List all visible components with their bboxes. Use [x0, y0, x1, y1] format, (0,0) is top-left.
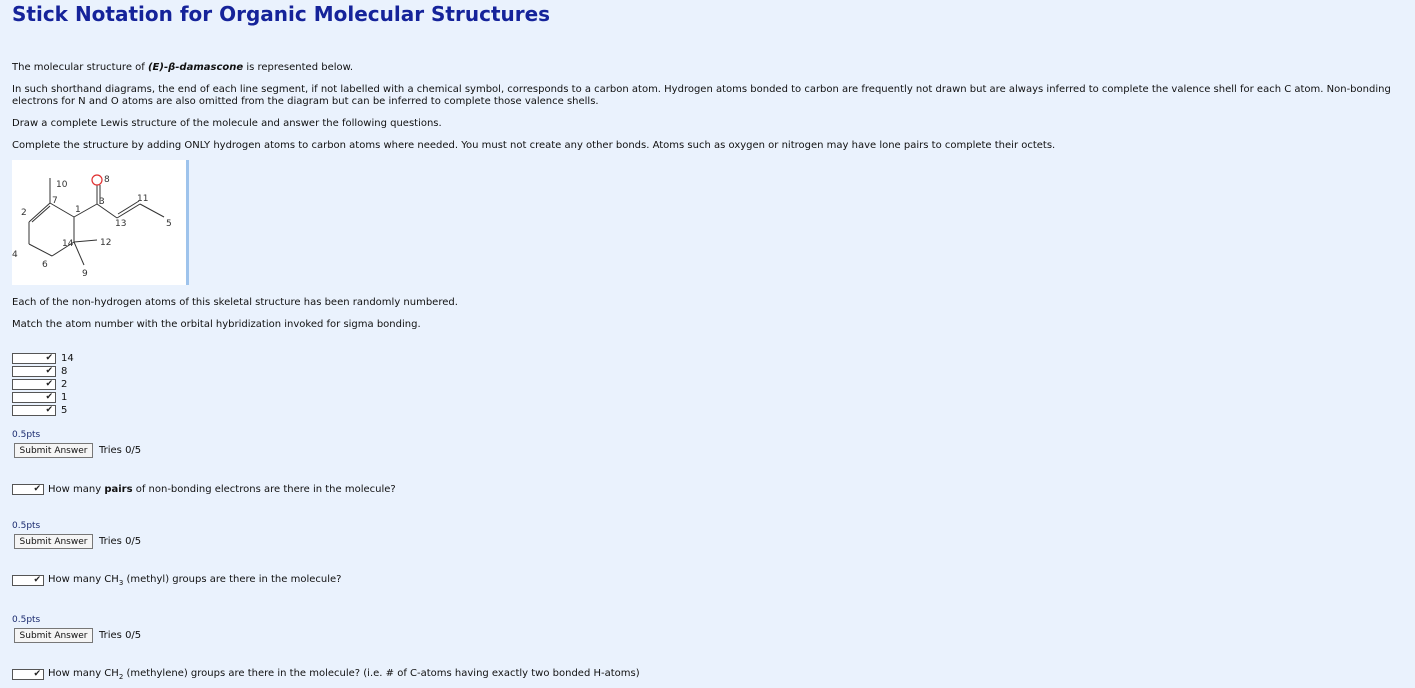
- chevron-down-icon: ✔: [45, 352, 53, 363]
- question-text-pre: How many CH: [48, 668, 119, 679]
- atom-number-label: 5: [61, 404, 68, 416]
- tries-counter: Tries 0/5: [99, 445, 142, 456]
- atom-number-label: 8: [61, 365, 68, 377]
- question-methyl-groups: [12, 574, 341, 587]
- match-row-14: [12, 352, 74, 364]
- atom-label: 10: [56, 180, 68, 190]
- intro-paragraph-1: [12, 62, 1402, 74]
- question-lone-pairs: [12, 483, 396, 496]
- match-row-8: [12, 365, 67, 377]
- answer-select[interactable]: [12, 575, 44, 586]
- atom-label: 5: [166, 219, 172, 229]
- atom-label: 9: [82, 269, 88, 279]
- atom-label: 6: [42, 260, 48, 270]
- points-label: 0.5pts: [12, 430, 41, 440]
- atom-number-label: 1: [61, 391, 68, 403]
- question-text-pre: How many CH: [48, 574, 119, 585]
- atom-label: 4: [12, 250, 18, 260]
- atom-label: 3: [99, 197, 105, 207]
- atom-number-label: 14: [61, 352, 74, 364]
- atom-label: 12: [100, 238, 112, 248]
- atom-label: 13: [115, 219, 127, 229]
- points-label: 0.5pts: [12, 615, 41, 625]
- hybridization-select[interactable]: [12, 405, 56, 416]
- match-instruction: Match the atom number with the orbital hybridization invoked for sigma bonding.: [12, 319, 421, 330]
- molecule-name: (E)-β-damascone: [147, 62, 244, 73]
- question-text-post: (methylene) groups are there in the molecule? (i.e. # of C-atoms having exactly two bonded H-atoms): [123, 668, 640, 679]
- skeletal-structure-diagram: [12, 160, 189, 285]
- question-text-pre: How many: [48, 484, 105, 495]
- match-row-5: [12, 404, 67, 416]
- hybridization-select[interactable]: [12, 366, 56, 377]
- chevron-down-icon: ✔: [45, 391, 53, 402]
- atom-label: 2: [21, 208, 27, 218]
- atom-label: 1: [75, 205, 81, 215]
- question-methylene-groups: [12, 668, 640, 681]
- chevron-down-icon: ✔: [45, 365, 53, 376]
- chevron-down-icon: ✔: [33, 575, 41, 585]
- question-text: [48, 668, 640, 681]
- answer-select[interactable]: [12, 669, 44, 680]
- points-label: 0.5pts: [12, 521, 41, 531]
- match-row-1: [12, 391, 67, 403]
- question-text: [48, 484, 396, 495]
- page-title: Stick Notation for Organic Molecular Structures: [12, 2, 551, 26]
- intro-paragraph-3: Draw a complete Lewis structure of the molecule and answer the following questions.: [12, 118, 442, 129]
- bond-lines: [29, 178, 164, 265]
- hybridization-select[interactable]: [12, 392, 56, 403]
- atom-label: 7: [52, 196, 58, 206]
- intro-text: The molecular structure of: [12, 62, 148, 73]
- question-text-post: of non-bonding electrons are there in the molecule?: [132, 484, 396, 495]
- atom-number-label: 2: [61, 378, 68, 390]
- atom-label: 8: [104, 175, 110, 185]
- question-text: [48, 574, 341, 587]
- tries-counter: Tries 0/5: [99, 536, 142, 547]
- submit-answer-button[interactable]: Submit Answer: [14, 443, 93, 458]
- match-row-2: [12, 378, 67, 390]
- numbering-note: Each of the non-hydrogen atoms of this skeletal structure has been randomly numbered.: [12, 297, 458, 308]
- atom-label: 11: [137, 194, 149, 204]
- subscript: 2: [118, 673, 124, 681]
- question-emphasis: pairs: [104, 484, 133, 495]
- subscript: 3: [118, 579, 124, 587]
- oxygen-atom: [92, 175, 102, 185]
- intro-text-end: is represented below.: [243, 62, 354, 73]
- answer-select[interactable]: [12, 484, 44, 495]
- submit-answer-button[interactable]: Submit Answer: [14, 534, 93, 549]
- chevron-down-icon: ✔: [45, 378, 53, 389]
- chevron-down-icon: ✔: [33, 484, 41, 494]
- hybridization-select[interactable]: [12, 353, 56, 364]
- chevron-down-icon: ✔: [33, 669, 41, 679]
- atom-label: 14: [62, 239, 74, 249]
- question-text-post: (methyl) groups are there in the molecule?: [123, 574, 342, 585]
- intro-paragraph-2: In such shorthand diagrams, the end of each line segment, if not labelled with a chemical symbol, corresponds to a carbon atom. Hydrogen atoms bonded to carbon are frequently not drawn but are always inferred to complete the valence shell for each C atom. Non-bonding electrons for N and O atoms are also omitted from the diagram but can be inferred to complete those valence shells.: [12, 84, 1391, 107]
- molecule-svg: [12, 160, 183, 285]
- submit-answer-button[interactable]: Submit Answer: [14, 628, 93, 643]
- chevron-down-icon: ✔: [45, 404, 53, 415]
- hybridization-select[interactable]: [12, 379, 56, 390]
- intro-paragraph-4: Complete the structure by adding ONLY hydrogen atoms to carbon atoms where needed. You must not create any other bonds. Atoms such as oxygen or nitrogen may have lone pairs to complete their octets.: [12, 140, 1056, 151]
- tries-counter: Tries 0/5: [99, 630, 142, 641]
